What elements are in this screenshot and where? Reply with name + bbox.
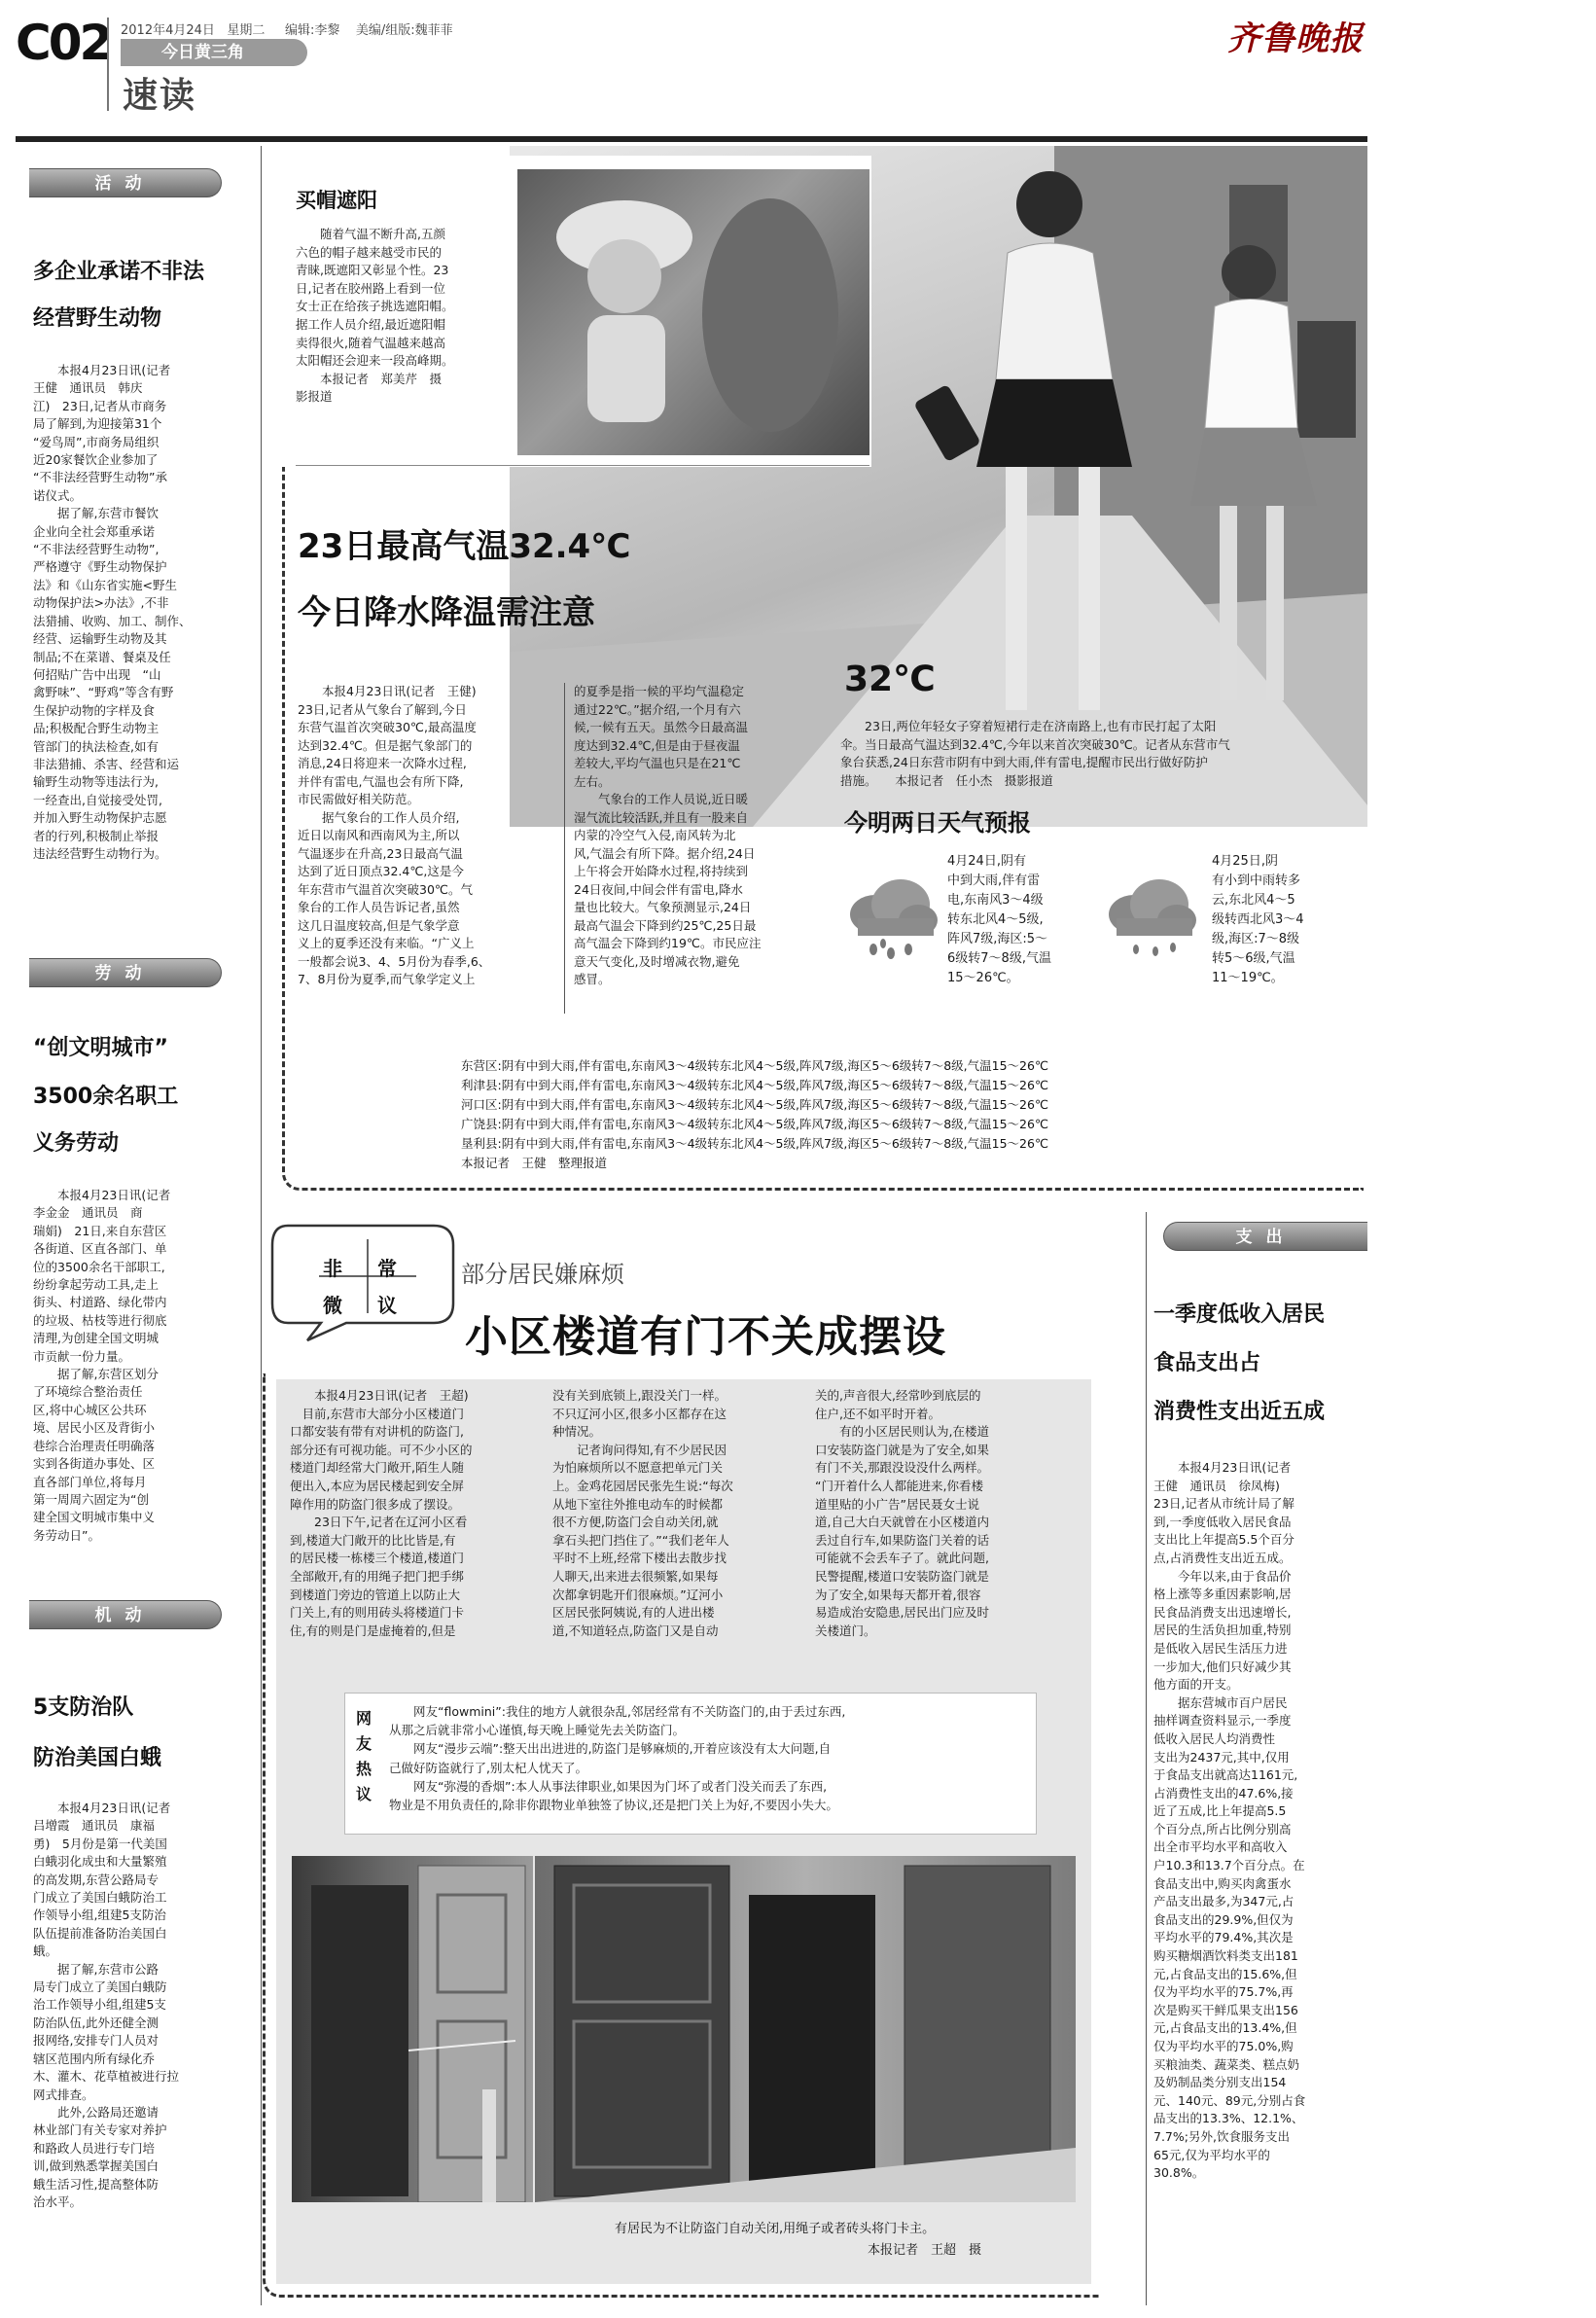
headline-2: 今日降水降温需注意 — [298, 593, 595, 632]
article-title: 防治美国白蛾 — [33, 1746, 162, 1770]
article-title: 3500余名职工 — [33, 1085, 179, 1109]
weather-feature — [276, 146, 1367, 1193]
hat-photo — [517, 169, 869, 455]
article-title: 一季度低收入居民 — [1153, 1302, 1326, 1327]
headline-1: 23日最高气温32.4℃ — [298, 527, 631, 566]
article-body: 本报4月23日讯(记者 李金金 通讯员 商 瑞娟) 21日,来自东营区 各街道、区直各部门、单 位的3500余名干部职工, 纷纷拿起劳动工具,走上 街头、村道路、绿化带内 的垃圾、枯枝等进行彻底 清理,为创建全国文明城 市贡献一份力量。 据了解,东营区划分 了环境综合整治责任 区,将中心城区公共环 境、居民小区及背街小 巷综合治理责任明确落 实到各街道办事处、区 直各部门单位,将每月 第一周周六固定为“创 建全国文明城市集中义 务劳动日”。 — [33, 1188, 171, 1543]
tag-char: 非 — [323, 1257, 342, 1280]
door-photo-left — [292, 1856, 533, 2202]
dateline — [121, 19, 453, 38]
rain-cloud-icon — [844, 866, 941, 963]
netizen-comments: 网友“flowmini”:我住的地方人就很杂乱,邻居经常有不关防盗门的,由于丢过东西, 从那之后就非常小心谨慎,每天晚上睡觉先去关防盗门。 网友“漫步云端”:整天出出进进的,防盗门是够麻烦的,开着应该没有太大问题,自 己做好防盗就行了,别太杞人忧天了。 网友“弥漫的香烟”:本人从事法律职业,如果因为门坏了或者门没关而丢了东西, 物业是不用负责任的,除非你跟物业单独签了协议,还是把门关上为好,不要因小失大。 — [389, 1704, 846, 1813]
left-column — [16, 146, 237, 2315]
section-label-spending: 支出 — [1163, 1222, 1367, 1251]
hat-body: 随着气温不断升高,五颜 六色的帽子越来越受市民的 青睐,既遮阳又彰显个性。23 日,记者在胶州路上看到一位 女士正在给孩子挑选遮阳帽。 据工作人员介绍,最近遮阳帽 卖得很火,随着气温越来越高 太阳帽还会迎来一段高峰期。 本报记者 郑美芹 摄 影报道 — [296, 227, 454, 405]
region-row: 利津县:阴有中到大雨,伴有雷电,东南风3～4级转东北风4～5级,阵风7级,海区5～6级转7～8级,气温15～26℃ — [461, 1078, 1049, 1092]
doors-article-col2: 没有关到底锁上,跟没关门一样。 不只辽河小区,很多小区都存在这 种情况。 记者询问得知,有不少居民因 为怕麻烦所以不愿意把单元门关 上。金鸡花园居民张先生说:“每次 从地下室往外推电动车的时候都 很不方便,防盗门会自动关闭,就 拿石头把门挡住了。”“我们老年人 平时不上班,经常下楼出去散步找 人聊天,出来进去很频繁,如果每 次都拿钥匙开们很麻烦。”辽河小 区居民张阿姨说,有的人进出楼 道,不知道轻点,防盗门又是自动 — [552, 1388, 733, 1638]
main-photo-caption: 23日,两位年轻女子穿着短裙行走在济南路上,也有市民打起了太阳 伞。当日最高气温达到32.4℃,今年以来首次突破30℃。记者从东营市气 象台获悉,24日东营市阴有中到大雨,伴有雷电,提醒市民出行做好防护 措施。 本报记者 任小杰 摄影报道 — [840, 719, 1230, 788]
weather-article-col2: 的夏季是指一候的平均气温稳定 通过22℃。”据介绍,一个月有六 候,一候有五天。虽然今日最高温 度达到32.4℃,但是由于昼夜温 差较大,平均气温也只是在21℃ 左右。 气象台的工作人员说,近日暖 湿气流比较活跃,并且有一股来自 内蒙的冷空气入侵,南风转为北 风,气温会有所下降。据介绍,24日 上午将会开始降水过程,将持续到 24日夜间,中间会伴有雷电,降水 量也比较大。气象预测显示,24日 最高气温会下降到约25℃,25日最 高气温会下降到约19℃。市民应注 意天气变化,及时增减衣物,避免 感冒。 — [574, 684, 762, 986]
region-row: 垦利县:阴有中到大雨,伴有雷电,东南风3～4级转东北风4～5级,阵风7级,海区5～6级转7～8级,气温15～26℃ — [461, 1136, 1049, 1151]
region-row: 广饶县:阴有中到大雨,伴有雷电,东南风3～4级转东北风4～5级,阵风7级,海区5～6级转7～8级,气温15～26℃ — [461, 1117, 1049, 1131]
masthead — [0, 0, 1596, 126]
tag-char: 议 — [377, 1294, 397, 1317]
doors-article-col1: 本报4月23日讯(记者 王超) 目前,东营市大部分小区楼道门 口都安装有带有对讲机的防盗门, 部分还有可视功能。可不少小区的 楼道门却经常大门敞开,陌生人随 便出入,本应为居民楼起到安全屏 障作用的防盗门很多成了摆设。 23日下午,记者在辽河小区看 到,楼道大门敞开的比比皆是,有 的居民楼一栋楼三个楼道,楼道门 全部敞开,有的用绳子把门把手绑 到楼道门旁边的管道上以防止大 门关上,有的则用砖头将楼道门卡 住,有的则是门是虚掩着的,但是 — [290, 1388, 473, 1638]
section-label-activity: 活动 — [29, 168, 222, 197]
forecast-day1: 4月24日,阴有 中到大雨,伴有雷 电,东南风3～4级 转东北风4～5级, 阵风7级,海区:5～ 6级转7～8级,气温 15～26℃。 — [947, 854, 1051, 985]
top-rule — [16, 136, 1367, 142]
article-title: 义务劳动 — [33, 1131, 120, 1156]
weather-article-col1: 本报4月23日讯(记者 王健) 23日,记者从气象台了解到,今日 东营气温首次突破30℃,最高温度 达到32.4℃。但是据气象部门的 消息,24日将迎来一次降水过程, 并伴有雷电,气温也会有所下降, 市民需做好相关防范。 据气象台的工作人员介绍, 近日以南风和西南风为主,所以 气温逐步在升高,23日最高气温 达到了近日顶点32.4℃,这是今 年东营市气温首次突破30℃。气 象台的工作人员告诉记者,虽然 这几日温度较高,但是气象学意 义上的夏季还没有来临。“广义上 一般都会说3、4、5月份为春季,6、 7、8月份为夏季,而气象学定义上 — [298, 684, 491, 986]
kicker: 部分居民嫌麻烦 — [461, 1261, 624, 1288]
column-title: 速读 — [123, 76, 197, 116]
column-divider — [261, 146, 262, 2305]
regional-forecast — [461, 1056, 1356, 1173]
netizen-label: 网友热议 — [356, 1709, 372, 1803]
regional-credit: 本报记者 王健 整理报道 — [461, 1156, 608, 1170]
door-tied-illustration — [292, 1856, 533, 2202]
issue-date: 2012年4月24日 — [121, 23, 215, 38]
tag-char: 常 — [377, 1257, 397, 1280]
article-title: 食品支出占 — [1153, 1351, 1261, 1375]
speech-bubble-icon — [268, 1216, 463, 1342]
column-divider — [564, 683, 565, 1014]
doors-article-col3: 关的,声音很大,经常吵到底层的 住户,还不如平时开着。 有的小区居民则认为,在楼道 口安装防盗门就是为了安全,如果 有门不关,那跟没设没什么两样。 “门开着什么人都能进来,你看楼 道里贴的小广告”居民聂女士说 道,自己大白天就曾在小区楼道内 丢过自行车,如果防盗门关着的话 可能就不会丢车子了。就此问题, 民警提醒,楼道口安装防盗门就是 为了安全,如果每天都开着,很容 易造成治安隐患,居民出门应及时 关楼道门。 — [815, 1388, 989, 1638]
column-tag: 今日黄三角 — [121, 39, 307, 66]
article-body: 本报4月23日讯(记者 王健 通讯员 韩庆 江) 23日,记者从市商务 局了解到,为迎接第31个 “爱鸟周”,市商务局组织 近20家餐饮企业参加了 “不非法经营野生动物”承 诺仪式。 据了解,东营市餐饮 企业向全社会郑重承诺 “不非法经营野生动物”, 严格遵守《野生动物保护 法》和《山东省实施<野生 动物保护法>办法》,不非 法猎捕、收购、加工、制作、 经营、运输野生动物及其 制品;不在菜谱、餐桌及任 何招贴广告中出现 “山 禽野味”、“野鸡”等含有野 生保护动物的字样及食 品;积极配合野生动物主 管部门的执法检查,如有 非法猎捕、杀害、经营和运 输野生动物等违法行为, 一经查出,自觉接受处罚, 并加入野生动物保护志愿 者的行列,积极制止举报 违法经营野生动物行为。 — [33, 363, 192, 861]
issue-weekday: 星期二 — [227, 23, 266, 38]
door-photo-right — [535, 1856, 1076, 2202]
article-body: 本报4月23日讯(记者 吕增霞 通讯员 康福 勇) 5月份是第一代美国 白蛾羽化成虫和大量繁殖 的高发期,东营公路局专 门成立了美国白蛾防治工 作领导小组,组建5支防治 队伍提前准备防治美国白 蛾。 据了解,东营市公路 局专门成立了美国白蛾防 治工作领导小组,组建5支 防治队伍,此外还健全测 报网络,安排专门人员对 辖区范围内所有绿化乔 木、灌木、花草植被进行拉 网式排查。 此外,公路局还邀请 林业部门有关专家对养护 和路政人员进行专门培 训,做到熟悉掌握美国白 蛾生活习性,提高整体防 治水平。 — [33, 1801, 180, 2209]
hat-title: 买帽遮阳 — [296, 189, 377, 212]
photo-caption: 有居民为不让防盗门自动关闭,用绳子或者砖头将门卡主。 — [615, 2222, 936, 2236]
editor-credit: 编辑:李黎 — [285, 23, 340, 38]
article-title: 经营野生动物 — [33, 306, 162, 331]
article-title: 多企业承诺不非法 — [33, 260, 205, 284]
doors-headline: 小区楼道有门不关成摆设 — [465, 1312, 946, 1362]
rain-cloud-icon — [1103, 866, 1200, 963]
article-title: “创文明城市” — [33, 1036, 168, 1060]
right-column — [1148, 1212, 1367, 2311]
masthead-divider — [107, 18, 109, 111]
forecast-title: 今明两日天气预报 — [844, 809, 1031, 837]
forecast-day2: 4月25日,阴 有小到中雨转多 云,东北风4～5 级转西北风3～4 级,海区:7～8级 转5～6级,气温 11～19℃。 — [1212, 854, 1304, 985]
section-label-labor: 劳动 — [29, 958, 222, 987]
article-body: 本报4月23日讯(记者 王健 通讯员 徐凤梅) 23日,记者从市统计局了解 到,一季度低收入居民食品 支出比上年提高5.5个百分 点,占消费性支出近五成。 今年以来,由于食品价 格上涨等多重因素影响,居 民食品消费支出迅速增长, 居民的生活负担加重,特别 是低收入居民生活压力进 一步加大,他们只好减少其 他方面的开支。 据东营城市百户居民 抽样调查资料显示,一季度 低收入居民人均消费性 支出为2437元,其中,仅用 于食品支出就高达1161元, 占消费性支出的47.6%,接 近了五成,比上年提高5.5 个百分点,所占比例分别高 出全市平均水平和高收入 户10.3和13.7个百分点。在 食品支出中,购买肉禽蛋水 产品支出最多,为347元,占 食品支出的29.9%,但仅为 平均水平的79.4%,其次是 购买糖烟酒饮料类支出181 元,占食品支出的15.6%,但 仅为平均水平的75.7%,再 次是购买干鲜瓜果支出156 元,占食品支出的13.4%,但 仅为平均水平的75.0%,购 买粮油类、蔬菜类、糕点奶 及奶制品类分别支出154 元、140元、89元,分别占食 品支出的13.3%、12.1%、 7.7%;另外,饮食服务支出 65元,仅为平均水平的 30.8%。 — [1153, 1460, 1306, 2181]
section-label-mobile: 机动 — [29, 1600, 222, 1629]
column-divider — [1146, 1212, 1147, 2305]
tag-char: 微 — [323, 1294, 342, 1317]
page-code: C02 — [16, 15, 111, 71]
hat-inset-rule — [296, 465, 869, 466]
temperature-label: 32℃ — [844, 660, 936, 699]
doors-feature — [263, 1212, 1138, 2301]
paper-logo: 齐鲁晚报 — [1227, 19, 1364, 58]
article-title: 消费性支出近五成 — [1153, 1400, 1326, 1424]
article-title: 5支防治队 — [33, 1695, 134, 1720]
region-row: 河口区:阴有中到大雨,伴有雷电,东南风3～4级转东北风4～5级,阵风7级,海区5～6级转7～8级,气温15～26℃ — [461, 1097, 1049, 1112]
child-with-hat-illustration — [517, 169, 869, 455]
photo-credit: 本报记者 王超 摄 — [868, 2243, 982, 2258]
door-blocked-illustration — [535, 1856, 1076, 2202]
region-row: 东营区:阴有中到大雨,伴有雷电,东南风3～4级转东北风4～5级,阵风7级,海区5～6级转7～8级,气温15～26℃ — [461, 1058, 1049, 1073]
designer-credit: 美编/组版:魏菲菲 — [355, 23, 453, 38]
